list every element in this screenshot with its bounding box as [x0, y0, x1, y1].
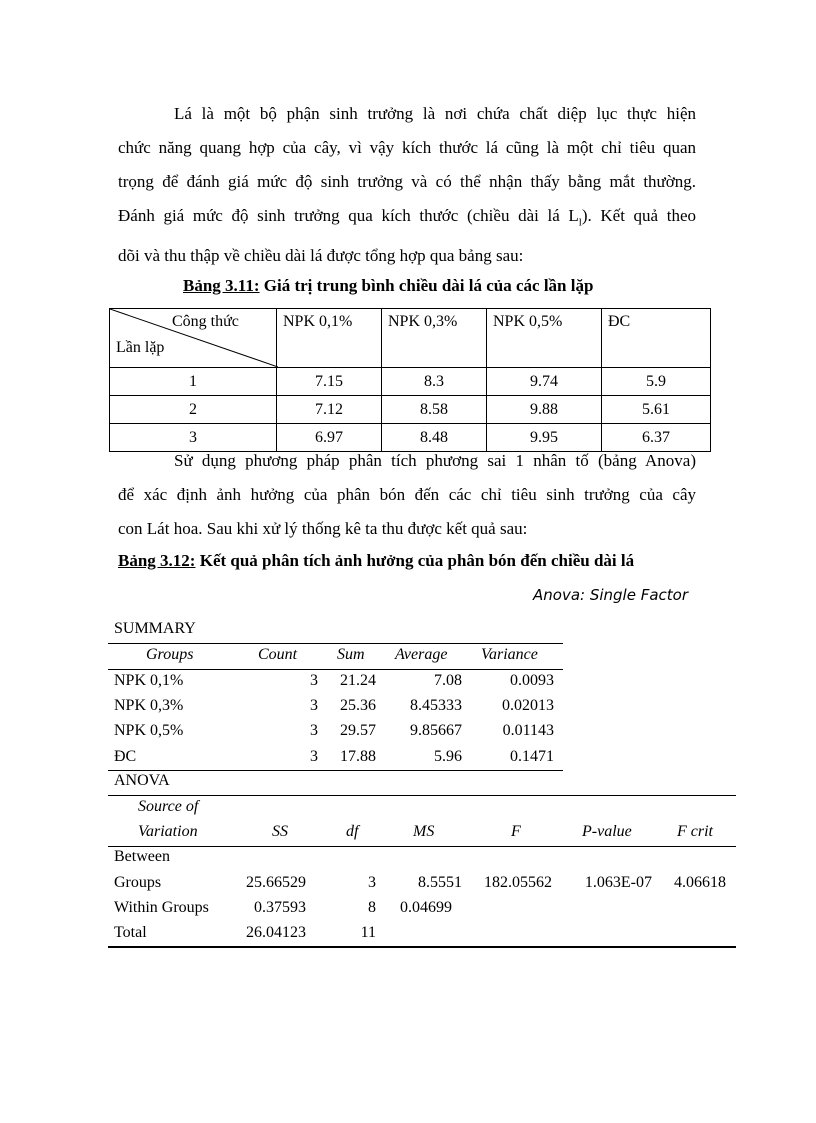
row2-lan: 2: [110, 396, 277, 424]
anova-between-fcrit: 4.06618: [674, 874, 726, 891]
summary-r2-variance: 0.02013: [502, 697, 554, 714]
row1-lan: 1: [110, 368, 277, 396]
anova-header-ms: MS: [413, 823, 435, 840]
summary-r1-average: 7.08: [434, 672, 462, 689]
summary-header-sum: Sum: [337, 646, 365, 663]
anova-top-rule: [108, 795, 736, 796]
para1-line-3: trọng để đánh giá mức độ sinh trưởng và có thể nhận thấy bằng mắt thường.: [118, 172, 696, 191]
anova-between-label-2: Groups: [114, 874, 162, 891]
row3-v3: 9.95: [487, 424, 602, 452]
row1-v1: 7.15: [277, 368, 382, 396]
table312-caption-text: Kết quả phân tích ảnh hưởng của phân bón đến chiều dài lá: [195, 551, 635, 570]
table311-caption: [183, 276, 593, 296]
summary-header-rule: [108, 669, 563, 670]
corner-cell: [110, 309, 277, 368]
summary-r3-group: NPK 0,5%: [114, 722, 184, 739]
summary-bottom-rule: [108, 770, 563, 771]
summary-r4-count: 3: [310, 748, 318, 765]
anova-between-pvalue: 1.063E-07: [584, 874, 652, 891]
anova-title: ANOVA: [114, 772, 170, 789]
header-npk03: NPK 0,3%: [382, 309, 487, 368]
table312-caption-label: Bảng 3.12:: [118, 551, 196, 570]
row2-v1: 7.12: [277, 396, 382, 424]
anova-bottom-rule: [108, 946, 736, 948]
row3-lan: 3: [110, 424, 277, 452]
para2-line-2: để xác định ảnh hưởng của phân bón đến các chỉ tiêu sinh trưởng của cây: [118, 485, 696, 504]
summary-r3-variance: 0.01143: [502, 722, 554, 739]
summary-r4-average: 5.96: [434, 748, 462, 765]
summary-r1-count: 3: [310, 672, 318, 689]
summary-top-rule: [108, 643, 563, 644]
paragraph-leaf-intro: [118, 97, 696, 273]
table311-caption-label: Bảng 3.11:: [183, 276, 260, 295]
anova-between-ms: 8.5551: [418, 874, 462, 891]
anova-within-df: 8: [368, 899, 376, 916]
summary-header-variance: Variance: [481, 646, 538, 663]
header-npk05: NPK 0,5%: [487, 309, 602, 368]
summary-r1-sum: 21.24: [340, 672, 376, 689]
anova-header-df: df: [346, 823, 359, 840]
summary-header-groups: Groups: [146, 646, 194, 663]
row2-v4: 5.61: [602, 396, 711, 424]
anova-header-source-2: Variation: [138, 823, 198, 840]
para1-line-1: Lá là một bộ phận sinh trưởng là nơi chứa chất diệp lục thực hiện: [174, 104, 696, 123]
anova-header-pvalue: P-value: [582, 823, 632, 840]
para1-line-2: chức năng quang hợp của cây, vì vậy kích thước lá cũng là một chỉ tiêu quan: [118, 138, 696, 157]
summary-r3-count: 3: [310, 722, 318, 739]
corner-top-label: Công thức: [172, 313, 239, 330]
anova-between-label-1: Between: [114, 848, 170, 865]
para1-line-5: dõi và thu thập về chiều dài lá được tổng hợp qua bảng sau:: [118, 246, 524, 266]
anova-between-ss: 25.66529: [246, 874, 306, 891]
anova-total-df: 11: [360, 924, 376, 941]
anova-header-rule: [108, 846, 736, 847]
table312-caption: [118, 551, 634, 571]
anova-total-label: Total: [114, 924, 147, 941]
row1-v2: 8.3: [382, 368, 487, 396]
summary-r3-sum: 29.57: [340, 722, 376, 739]
corner-bottom-label: Lần lặp: [116, 339, 165, 356]
summary-header-average: Average: [395, 646, 448, 663]
row2-v2: 8.58: [382, 396, 487, 424]
para2-line-3: con Lát hoa. Sau khi xử lý thống kê ta thu được kết quả sau:: [118, 519, 528, 538]
summary-r4-sum: 17.88: [340, 748, 376, 765]
summary-r3-average: 9.85667: [410, 722, 462, 739]
anova-header-f: F: [511, 823, 521, 840]
para2-line-1: Sử dụng phương pháp phân tích phương sai 1 nhân tố (bảng Anova): [174, 451, 696, 470]
anova-within-ms: 0.04699: [400, 899, 452, 916]
anova-within-label: Within Groups: [114, 899, 209, 916]
summary-r1-variance: 0.0093: [510, 672, 554, 689]
row1-v4: 5.9: [602, 368, 711, 396]
row3-v2: 8.48: [382, 424, 487, 452]
summary-r1-group: NPK 0,1%: [114, 672, 184, 689]
subscript-l: l: [578, 216, 582, 229]
anova-total-ss: 26.04123: [246, 924, 306, 941]
row1-v3: 9.74: [487, 368, 602, 396]
summary-r4-group: ĐC: [114, 748, 137, 765]
row2-v3: 9.88: [487, 396, 602, 424]
anova-within-ss: 0.37593: [254, 899, 306, 916]
summary-title: SUMMARY: [114, 620, 196, 637]
table-3-11: [109, 308, 711, 452]
para1-line-4b: ). Kết quả theo: [581, 206, 696, 225]
row3-v1: 6.97: [277, 424, 382, 452]
anova-header-fcrit: F crit: [677, 823, 713, 840]
anova-single-factor-title: Anova: Single Factor: [533, 586, 689, 604]
table-row: [110, 368, 711, 396]
summary-r2-sum: 25.36: [340, 697, 376, 714]
anova-header-source-1: Source of: [138, 798, 199, 815]
header-npk01: NPK 0,1%: [277, 309, 382, 368]
paragraph-anova-intro: [118, 444, 696, 546]
table311-caption-text: Giá trị trung bình chiều dài lá của các lần lặp: [259, 276, 594, 295]
header-dc: ĐC: [602, 309, 711, 368]
summary-r2-average: 8.45333: [410, 697, 462, 714]
summary-r4-variance: 0.1471: [510, 748, 554, 765]
anova-between-f: 182.05562: [484, 874, 552, 891]
anova-header-ss: SS: [272, 823, 288, 840]
summary-r2-count: 3: [310, 697, 318, 714]
table-row: [110, 396, 711, 424]
summary-r2-group: NPK 0,3%: [114, 697, 184, 714]
row3-v4: 6.37: [602, 424, 711, 452]
anova-between-df: 3: [368, 874, 376, 891]
summary-header-count: Count: [258, 646, 298, 663]
para1-line-4a: Đánh giá mức độ sinh trưởng qua kích thước (chiều dài lá L: [118, 206, 579, 225]
para1-line-4: [118, 199, 696, 239]
